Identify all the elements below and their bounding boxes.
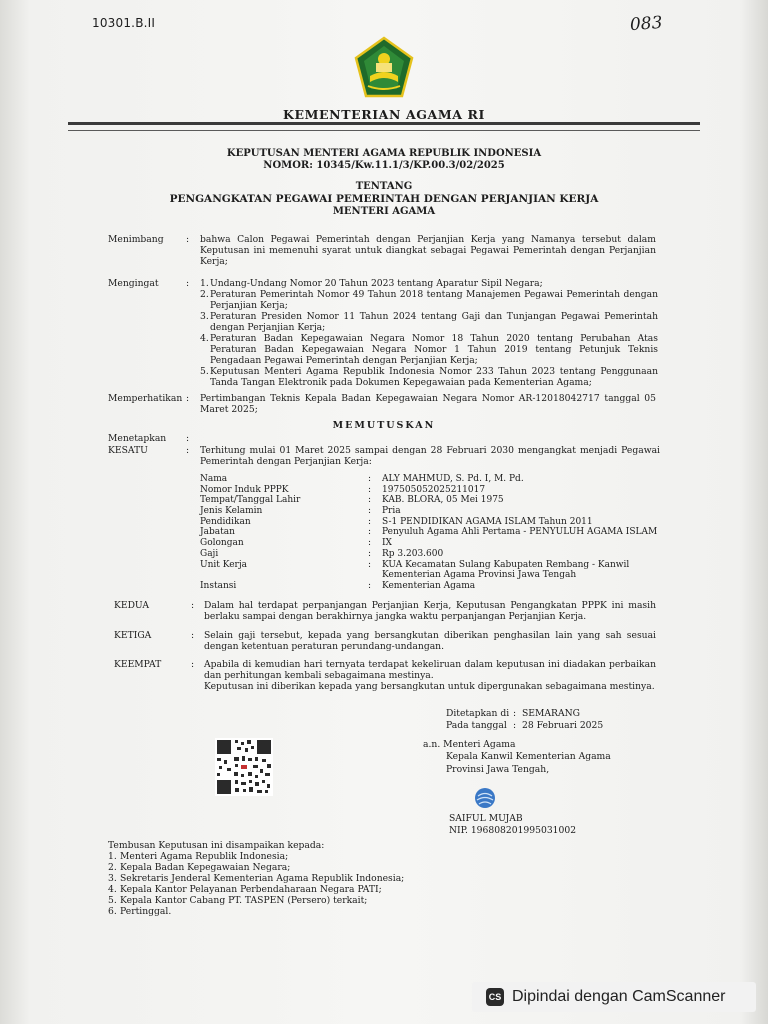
place-label: Ditetapkan di <box>446 708 510 719</box>
mengingat-list <box>200 278 658 388</box>
kedua-text: Dalam hal terdapat perpanjangan Perjanjian Kerja, Keputusan Pengangkatan PPPK ini masih berlaku sampai dengan berakhirnya jangka waktu perpanjangan Perjanjian Kerja. <box>204 600 656 622</box>
signer-nip: NIP. 196808201995031002 <box>449 825 577 836</box>
signer-role-2: Provinsi Jawa Tengah, <box>446 764 550 775</box>
keempat-label: KEEMPAT <box>114 659 162 670</box>
mengingat-label: Mengingat <box>108 278 159 289</box>
list-item: 2. Peraturan Pemerintah Nomor 49 Tahun 2018 tentang Manajemen Pegawai Pemerintah dengan Perjanjian Kerja; <box>200 289 658 311</box>
decree-subject: PENGANGKATAN PEGAWAI PEMERINTAH DENGAN PERJANJIAN KERJA <box>169 193 599 205</box>
date-value: 28 Februari 2025 <box>522 720 604 731</box>
ketiga-label: KETIGA <box>114 630 152 641</box>
list-item: 5. Kepala Kantor Cabang PT. TASPEN (Persero) terkait; <box>108 895 368 906</box>
memutuskan-heading: MEMUTUSKAN <box>332 420 436 431</box>
memperhatikan-label: Memperhatikan <box>108 393 183 404</box>
menimbang-label: Menimbang <box>108 234 164 245</box>
list-item: 2. Kepala Badan Kepegawaian Negara; <box>108 862 291 873</box>
camscanner-logo-icon: CS <box>486 988 504 1006</box>
copies-block <box>108 840 404 917</box>
camscanner-watermark <box>472 982 756 1012</box>
signer-role-1: Kepala Kanwil Kementerian Agama <box>446 751 611 762</box>
list-item: 4. Peraturan Badan Kepegawaian Negara Nomor 18 Tahun 2020 tentang Perubahan Atas Peraturan Badan Kepegawaian Negara Nomor 1 Tahun 2019 tentang Petunjuk Teknis Pengadaan Pegawai Pemerintah dengan Perjanjian Kerja; <box>200 333 658 366</box>
copies-heading: Tembusan Keputusan ini disampaikan kepada: <box>108 840 325 851</box>
menetapkan-label: Menetapkan <box>108 433 167 444</box>
ketiga-text: Selain gaji tersebut, kepada yang bersangkutan diberikan penghasilan lain yang sah sesuai dengan ketentuan peraturan perundang-undangan. <box>204 630 656 652</box>
decree-title: KEPUTUSAN MENTERI AGAMA REPUBLIK INDONESIA <box>226 148 542 159</box>
menimbang-text: bahwa Calon Pegawai Pemerintah dengan Perjanjian Kerja yang Namanya tersebut dalam Keputusan ini memenuhi syarat untuk diangkat sebagai Pegawai Pemerintah dengan Perjanjian Kerja; <box>200 234 656 267</box>
camscanner-text: Dipindai dengan CamScanner <box>512 988 726 1005</box>
signer-name: SAIFUL MUJAB <box>449 813 523 824</box>
archive-code: 10301.B.II <box>92 16 156 30</box>
document-page: 10301.B.II 083 KEMENTERIAN AGAMA RI KEPUTUSAN MENTERI AGAMA REPUBLIK INDONESIA NOMOR: 10345/Kw.11.1/3/KP.00.3/02/2025 TENTANG PENGANGKATAN PEGAWAI PEMERINTAH DENGAN PERJANJIAN KERJA MENTERI AGAMA Menimbang : bahwa Calon Pegawai Pemerintah dengan Perjanjian Kerja yang Namanya tersebut dalam Keputusan ini memenuhi syarat untuk diangkat sebagai Pegawai Pemerintah dengan Perjanjian Kerja; Mengingat : 1. Undang-Undang Nomor 20 Tahun 2023 tentang Aparatur Sipil Negara; 2. Peraturan Pemerintah Nomor 49 Tahun 2018 tentang Manajemen Pegawai Pemerintah dengan Perjanjian Kerja; 3. Peraturan Presiden Nomor 11 Tahun 2024 tentang Gaji dan Tunjangan Pegawai Pemerintah dengan Perjanjian Kerja; 4. Peraturan Badan Kepegawaian Negara Nomor 18 Tahun 2020 tentang Perubahan Atas Peraturan Badan Kepegawaian Negara Nomor 1 Tahun 2019 tentang Petunjuk Teknis Pengadaan Pegawai Pemerintah dengan Perjanjian Kerja; 5. Keputusan Menteri Agama Republik Indonesia Nomor 233 Tahun 2023 tentang Penggunaan Tanda Tangan Elektronik pada Dokumen Kepegawaian pada Kementerian Agama; Memperhatikan : Pertimbangan Teknis Kepala Badan Kepegawaian Negara Nomor AR-12018042717 tanggal 05 Maret 2025; MEMUTUSKAN Menetapkan : KESATU : Terhitung mulai 01 Maret 2025 sampai dengan 28 Februari 2030 mengangkat menjadi Pegawai Pemerintah dengan Perjanjian Kerja: Nama : ALY MAHMUD, S. Pd. I, M. Pd. Nomor Induk PPPK : 197505052025211017 Tempat/Tanggal Lahir : KAB. BLORA, 05 Mei 1975 Jenis Kelamin : Pria Pendidikan : S-1 PENDIDIKAN AGAMA ISLAM Tahun 2011 Jabatan : Penyuluh Agama Ahli Pertama - PENYULUH AGAMA ISLAM Golongan : IX Gaji : Rp 3.203.600 Unit Kerja : KUA Kecamatan Sulang Kabupaten Rembang - Kanwil Kementerian Agama Provinsi Jawa Tengah Instansi : Kementerian Agama KEDUA : Dalam hal terdapat perpanjangan Perjanjian Kerja, Keputusan Pengangkatan PPPK ini masih berlaku sampai dengan berakhirnya jangka waktu perpanjangan Perjanjian Kerja. KETIGA : Selain gaji tersebut, kepada yang bersangkutan diberikan penghasilan lain yang sah sesuai dengan ketentuan peraturan perundang-undangan. KEEMPAT : Apabila di kemudian hari ternyata terdapat kekeliruan dalam keputusan ini diadakan perbaikan dan perhitungan kembali sebagaimana mestinya. Keputusan ini diberikan kepada yang bersangkutan untuk dipergunakan sebagaimana mestinya. Ditetapkan di : SEMARANG Pada tanggal : 28 Februari 2025 a.n. Menteri Agama Kepala Kanwil Kementerian Agama Provinsi Jawa Tengah, SAIFUL MUJAB NIP. 196808201995031002 Tembusan Keputusan ini disampaikan kepada: 1. Menteri Agama Republik Indonesia; 2. Kepala Badan Kepegawaian Negara; 3. Sekretaris Jenderal Kementerian Agama Republik Indonesia; 4. Kepala Kantor Pelayanan Perbendaharaan Negara PATI; 5. Kepala Kantor Cabang PT. TASPEN (Persero) terkait; 6. Pertinggal. CS Dipindai dengan CamScanner <box>0 0 768 1024</box>
header-rule <box>68 122 700 131</box>
decree-number: NOMOR: 10345/Kw.11.1/3/KP.00.3/02/2025 <box>263 160 505 171</box>
list-item: 5. Keputusan Menteri Agama Republik Indonesia Nomor 233 Tahun 2023 tentang Penggunaan Tanda Tangan Elektronik pada Dokumen Kepegawaian pada Kementerian Agama; <box>200 366 658 388</box>
qr-code-icon <box>215 738 273 796</box>
ministry-emblem-icon <box>354 36 414 102</box>
handwritten-number: 083 <box>629 12 664 36</box>
list-item: 3. Sekretaris Jenderal Kementerian Agama Republik Indonesia; <box>108 873 405 884</box>
kedua-label: KEDUA <box>114 600 150 611</box>
electronic-signature-icon <box>474 787 496 809</box>
kesatu-text: Terhitung mulai 01 Maret 2025 sampai dengan 28 Februari 2030 mengangkat menjadi Pegawai Pemerintah dengan Perjanjian Kerja: <box>200 445 660 467</box>
copies-list <box>108 851 404 917</box>
on-behalf: a.n. Menteri Agama <box>423 739 516 750</box>
list-item: 6. Pertinggal. <box>108 906 172 917</box>
list-item: 3. Peraturan Presiden Nomor 11 Tahun 2024 tentang Gaji dan Tunjangan Pegawai Pemerintah dengan Perjanjian Kerja; <box>200 311 658 333</box>
decree-issuer: MENTERI AGAMA <box>332 206 436 217</box>
list-item: 4. Kepala Kantor Pelayanan Perbendaharaan Negara PATI; <box>108 884 382 895</box>
date-label: Pada tanggal <box>446 720 507 731</box>
place-value: SEMARANG <box>522 708 580 719</box>
decree-about: TENTANG <box>355 181 413 192</box>
memperhatikan-text: Pertimbangan Teknis Kepala Badan Kepegawaian Negara Nomor AR-12018042717 tanggal 05 Maret 2025; <box>200 393 656 415</box>
keempat-text-1: Apabila di kemudian hari ternyata terdapat kekeliruan dalam keputusan ini diadakan perbaikan dan perhitungan kembali sebagaimana mestinya. <box>204 659 656 681</box>
list-item: 1. Menteri Agama Republik Indonesia; <box>108 851 289 862</box>
kesatu-label: KESATU <box>108 445 148 456</box>
keempat-text-2: Keputusan ini diberikan kepada yang bersangkutan untuk dipergunakan sebagaimana mestinya. <box>204 681 655 692</box>
ministry-title: KEMENTERIAN AGAMA RI <box>283 107 485 122</box>
list-item: 1. Undang-Undang Nomor 20 Tahun 2023 tentang Aparatur Sipil Negara; <box>200 278 543 289</box>
